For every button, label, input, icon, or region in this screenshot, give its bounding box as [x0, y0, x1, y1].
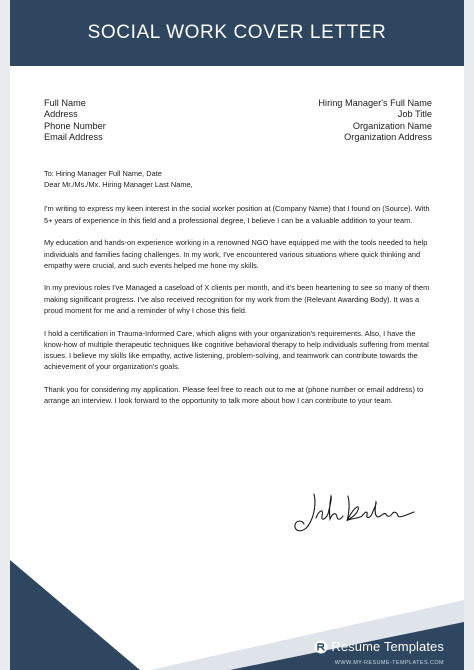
- sender-phone: Phone Number: [44, 120, 106, 131]
- sender-email: Email Address: [44, 132, 103, 143]
- signature: [286, 488, 426, 538]
- paragraph-education: My education and hands-on experience working in a renowned NGO have equipped me with the tools needed to help individuals and families facing challenges. In my work, I've encountered various situations where quick thinking and empathy were crucial, and such events helped me hone my skills.: [44, 238, 428, 270]
- recipient-name: Hiring Manager's Full Name: [318, 98, 432, 108]
- paragraph-intro: I'm writing to express my keen interest in the social worker position at (Company Name) that I found on (Source). With 5+ years of experience in this field and a professional degree, I believe I can be a valuable addition to your team.: [44, 204, 430, 225]
- paragraph-previous-roles: In my previous roles I've Managed a caseload of X clients per month, and it's been heartening to see so many of them making significant progress. I've also received recognition for my work from the (Relevant Awarding Body). It was a proud moment for me and a reminder of why I chose this field.: [44, 283, 430, 315]
- dear-line: Dear Mr./Ms./Mx. Hiring Manager Last Name,: [44, 180, 193, 190]
- cover-letter-page: [10, 0, 464, 670]
- brand-logo-text: Resume Templates: [331, 639, 444, 654]
- salutation: [44, 168, 436, 190]
- sender-full-name: Full Name: [44, 98, 86, 108]
- letter-body: [44, 168, 436, 418]
- sender-block: [44, 98, 106, 144]
- page-title: SOCIAL WORK COVER LETTER: [87, 22, 387, 43]
- sender-address: Address: [44, 109, 78, 120]
- recipient-organization: Organization Name: [352, 120, 432, 131]
- brand-logo[interactable]: [314, 639, 444, 654]
- to-line: To: Hiring Manager Full Name, Date: [44, 169, 162, 178]
- recipient-block: [318, 98, 432, 144]
- brand-url[interactable]: WWW.MY-RESUME-TEMPLATES.COM: [334, 660, 444, 666]
- resume-templates-logo-icon: [314, 640, 328, 654]
- recipient-job-title: Job Title: [397, 109, 432, 120]
- header-band: [10, 0, 464, 66]
- recipient-organization-address: Organization Address: [344, 132, 432, 143]
- paragraph-closing: Thank you for considering my application. Please feel free to reach out to me at (phone number or email address) to arrange an interview. I look forward to the opportunity to talk more about how I can contribute to your team.: [44, 384, 424, 406]
- paragraph-certification: I hold a certification in Trauma-Informed Care, which aligns with your organization's requirements. Also, I have the know-how of multiple therapeutic techniques like cognitive behavioral therapy to help individuals suffering from mental issues. I believe my skills like empathy, active listening, problem-solving, and teamwork can contribute towards the achievement of your organization's goals.: [44, 328, 429, 372]
